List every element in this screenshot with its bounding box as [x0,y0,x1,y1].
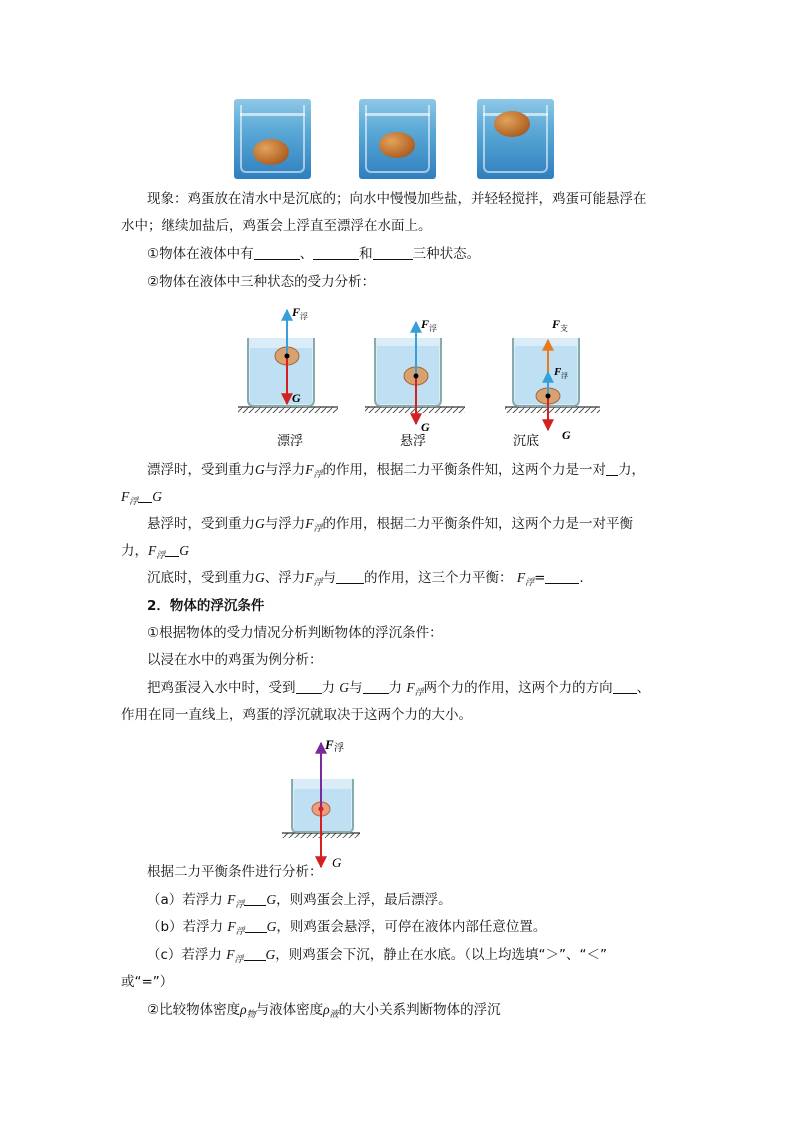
svg-text:G: G [421,420,430,434]
diagram-float [238,305,338,413]
label-sink: 沉底 [513,434,540,449]
egg-photo-suspend [359,99,436,179]
sink-line: 沉底时，受到重力G、浮力$F_浮$与 的作用，这三个力平衡： $F_浮=$ . [147,570,584,588]
phenomenon-line-1: 现象：鸡蛋放在清水中是沉底的；向水中慢慢加些盐，并轻轻搅拌，鸡蛋可能悬浮在 [147,191,647,207]
egg-photo-float [477,99,554,179]
section-2-title: 2．物体的浮沉条件 [147,598,265,614]
svg-text:F: F [554,366,562,378]
condition-c-tail: 或“=”） [121,974,174,990]
question-force-analysis: ②物体在液体中三种状态的受力分析： [147,274,376,290]
question-states: ①物体在液体中有 、 和 三种状态。 [147,246,481,262]
density-comparison: ②比较物体密度$\rho_物$与液体密度$\rho_液$的大小关系判断物体的浮沉 [147,1002,501,1020]
svg-text:浮: 浮 [334,743,344,754]
egg-force-diagram [278,735,368,870]
svg-text:F: F [552,317,561,331]
svg-text:F: F [325,737,334,752]
svg-text:F: F [292,305,301,319]
egg-forces-line-1: 把鸡蛋浸入水中时，受到 力 G与 力 $F_浮$两个力的作用，这两个力的方向 、 [147,680,651,698]
egg-photo-sink [234,99,311,179]
label-float: 漂浮 [277,434,304,449]
svg-text:G: G [332,855,342,870]
svg-text:浮: 浮 [561,372,568,380]
suspend-line-1: 悬浮时，受到重力G与浮力$F_浮$的作用，根据二力平衡条件知，这两个力是一对平衡 [147,516,634,534]
balance-analysis: 根据二力平衡条件进行分析： [147,864,323,880]
float-line-2: $F_浮$ G [121,489,163,507]
float-line-1: 漂浮时，受到重力G与浮力$F_浮$的作用，根据二力平衡条件知，这两个力是一对 力， [147,462,646,480]
svg-text:G: G [562,428,571,442]
svg-text:支: 支 [560,324,568,333]
egg-forces-line-2: 作用在同一直线上，鸡蛋的浮沉就取决于这两个力的大小。 [121,707,472,723]
diagram-sink [505,317,600,442]
condition-intro: ①根据物体的受力情况分析判断物体的浮沉条件： [147,625,443,641]
force-diagrams [230,300,610,450]
label-suspend: 悬浮 [400,434,427,449]
condition-c: （c）若浮力 $F_浮$ G，则鸡蛋会下沉，静止在水底。（以上均选填“＞”、“＜” [147,947,607,965]
svg-text:G: G [292,391,301,405]
suspend-line-2: 力，$F_浮$ G [121,543,190,561]
condition-a: （a）若浮力 $F_浮$ G，则鸡蛋会上浮，最后漂浮。 [147,892,452,910]
phenomenon-line-2: 水中；继续加盐后，鸡蛋会上浮直至漂浮在水面上。 [121,218,432,234]
diagram-suspend [365,317,465,434]
svg-text:浮: 浮 [300,312,308,321]
svg-text:F: F [421,317,430,331]
condition-b: （b）若浮力 $F_浮$ G，则鸡蛋会悬浮，可停在液体内部任意位置。 [147,919,547,937]
egg-example: 以浸在水中的鸡蛋为例分析： [147,652,323,668]
svg-text:浮: 浮 [429,324,437,333]
